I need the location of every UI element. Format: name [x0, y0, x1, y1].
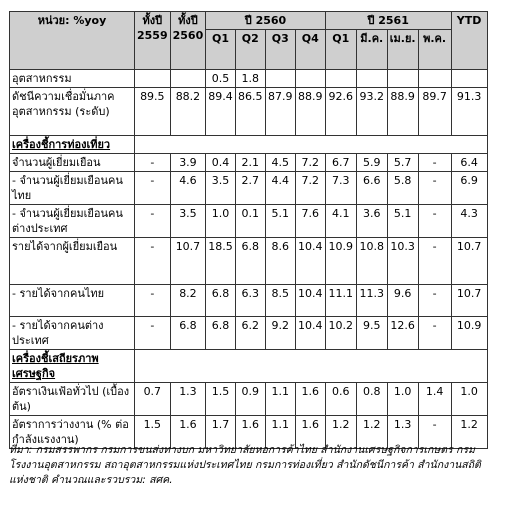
data-cell: 18.5 [206, 238, 236, 285]
data-cell: 89.7 [418, 88, 451, 136]
data-cell: 6.7 [325, 154, 356, 172]
data-cell: 1.5 [135, 416, 171, 449]
data-cell [170, 70, 206, 88]
ytd-cell: 4.3 [451, 205, 487, 238]
data-cell: - [135, 285, 171, 317]
table-row [10, 238, 488, 285]
data-cell: 6.8 [235, 238, 265, 285]
data-cell: 4.1 [325, 205, 356, 238]
data-cell [356, 70, 387, 88]
ytd-cell: 1.0 [451, 383, 487, 416]
data-cell: 10.3 [387, 238, 418, 285]
data-cell: 10.2 [325, 317, 356, 350]
economic-indicators-table [9, 11, 488, 449]
data-cell: 12.6 [387, 317, 418, 350]
data-cell: 86.5 [235, 88, 265, 136]
data-cell: 4.6 [170, 172, 206, 205]
quarter-header: Q2 [235, 30, 265, 70]
ytd-cell: 10.7 [451, 238, 487, 285]
data-cell: 10.4 [295, 238, 325, 285]
data-cell: 6.3 [235, 285, 265, 317]
data-cell: 0.1 [235, 205, 265, 238]
data-cell: 0.6 [325, 383, 356, 416]
data-cell: 10.4 [295, 285, 325, 317]
data-cell: 6.8 [170, 317, 206, 350]
data-cell: 0.8 [356, 383, 387, 416]
data-cell: 3.6 [356, 205, 387, 238]
data-cell: 1.6 [295, 383, 325, 416]
data-cell: 1.1 [265, 383, 295, 416]
data-cell: 10.4 [295, 317, 325, 350]
data-cell: 1.0 [387, 383, 418, 416]
year-header-2561: ปี 2561 [325, 12, 451, 30]
data-cell: 7.3 [325, 172, 356, 205]
period-header: เม.ย. [387, 30, 418, 70]
data-cell: 89.4 [206, 88, 236, 136]
data-cell: 1.0 [206, 205, 236, 238]
table-row [10, 154, 488, 172]
data-cell: 1.2 [325, 416, 356, 449]
data-cell: - [418, 205, 451, 238]
data-cell: 5.1 [265, 205, 295, 238]
quarter-header: Q3 [265, 30, 295, 70]
data-cell: 93.2 [356, 88, 387, 136]
data-cell: 11.1 [325, 285, 356, 317]
data-cell: 3.5 [170, 205, 206, 238]
row-label: - รายได้จากคนไทย [10, 285, 135, 317]
data-cell: 8.6 [265, 238, 295, 285]
data-cell: 6.8 [206, 285, 236, 317]
data-cell: 6.6 [356, 172, 387, 205]
section-spacer [135, 136, 488, 154]
source-footnote: ที่มา: กรมสรรพากร กรมการขนส่งทางบก มหาวิทยาลัยหอการค้าไทย สำนักงานเศรษฐกิจการเกษตร กรมโรงงานอุตสาหกรรม สถาอุตสาหกรรมแห่งประเทศไทย กรมการท่องเที่ยว สำนักดัชนีการค้า สำนักงานสถิติแห่งชาติ คำนวณและรวบรวม: สศค. [9, 444, 481, 486]
data-cell: 1.3 [387, 416, 418, 449]
ytd-cell [451, 70, 487, 88]
data-cell: 8.5 [265, 285, 295, 317]
annual-header-2559: ทั้งปี 2559 [135, 12, 171, 70]
data-cell [325, 70, 356, 88]
data-cell: 1.7 [206, 416, 236, 449]
section-spacer [135, 350, 488, 383]
data-cell: 89.5 [135, 88, 171, 136]
row-label: รายได้จากผู้เยี่ยมเยือน [10, 238, 135, 285]
data-cell: 0.9 [235, 383, 265, 416]
data-cell: 9.2 [265, 317, 295, 350]
data-cell: 5.7 [387, 154, 418, 172]
data-cell: 1.6 [170, 416, 206, 449]
data-cell: 7.2 [295, 154, 325, 172]
data-cell: - [418, 285, 451, 317]
section-row [10, 136, 488, 154]
data-cell: 9.6 [387, 285, 418, 317]
annual-header-2560: ทั้งปี 2560 [170, 12, 206, 70]
row-label: ดัชนีความเชื่อมั่นภาคอุตสาหกรรม (ระดับ) [10, 88, 135, 136]
data-cell [265, 70, 295, 88]
data-cell: 0.7 [135, 383, 171, 416]
ytd-cell: 91.3 [451, 88, 487, 136]
table-row [10, 172, 488, 205]
data-cell: 87.9 [265, 88, 295, 136]
data-cell: 1.8 [235, 70, 265, 88]
table-row [10, 317, 488, 350]
data-cell: 3.5 [206, 172, 236, 205]
table-row [10, 285, 488, 317]
data-cell: 6.8 [206, 317, 236, 350]
data-cell: 1.1 [265, 416, 295, 449]
row-label: - จำนวนผู้เยี่ยมเยือนคนต่างประเทศ [10, 205, 135, 238]
data-cell: 0.5 [206, 70, 236, 88]
period-header: มี.ค. [356, 30, 387, 70]
data-cell: 1.3 [170, 383, 206, 416]
data-cell: - [418, 172, 451, 205]
data-cell: 5.8 [387, 172, 418, 205]
row-label: จำนวนผู้เยี่ยมเยือน [10, 154, 135, 172]
data-cell: 10.9 [325, 238, 356, 285]
data-cell: 8.2 [170, 285, 206, 317]
unit-label: หน่วย: %yoy [10, 12, 135, 70]
row-label: อุตสาหกรรม [10, 70, 135, 88]
data-cell: 7.6 [295, 205, 325, 238]
table-row [10, 383, 488, 416]
data-cell: 4.4 [265, 172, 295, 205]
data-cell: - [135, 205, 171, 238]
data-cell: 1.4 [418, 383, 451, 416]
data-cell: 5.9 [356, 154, 387, 172]
ytd-cell: 10.9 [451, 317, 487, 350]
data-cell: 2.7 [235, 172, 265, 205]
data-cell: 92.6 [325, 88, 356, 136]
table-row [10, 70, 488, 88]
ytd-cell: 10.7 [451, 285, 487, 317]
data-cell: 88.9 [387, 88, 418, 136]
data-cell: 1.5 [206, 383, 236, 416]
data-cell [295, 70, 325, 88]
table-row [10, 205, 488, 238]
data-cell: 1.2 [356, 416, 387, 449]
data-cell: - [418, 238, 451, 285]
data-cell: 10.7 [170, 238, 206, 285]
data-cell: - [135, 172, 171, 205]
data-cell: - [418, 317, 451, 350]
period-header: พ.ค. [418, 30, 451, 70]
row-label: - จำนวนผู้เยี่ยมเยือนคนไทย [10, 172, 135, 205]
row-label: อัตราการว่างงาน (% ต่อกำลังแรงงาน) [10, 416, 135, 449]
data-cell: 88.9 [295, 88, 325, 136]
quarter-header: Q1 [206, 30, 236, 70]
data-cell: 4.5 [265, 154, 295, 172]
data-cell: - [135, 154, 171, 172]
data-cell: 11.3 [356, 285, 387, 317]
data-cell [135, 70, 171, 88]
data-cell: 1.6 [235, 416, 265, 449]
year-header-2560: ปี 2560 [206, 12, 326, 30]
ytd-cell: 6.9 [451, 172, 487, 205]
data-cell: 88.2 [170, 88, 206, 136]
row-label: อัตราเงินเฟ้อทั่วไป (เบื้องต้น) [10, 383, 135, 416]
row-label: - รายได้จากคนต่างประเทศ [10, 317, 135, 350]
ytd-header: YTD [451, 12, 487, 70]
section-row [10, 350, 488, 383]
data-cell: 7.2 [295, 172, 325, 205]
data-cell [418, 70, 451, 88]
data-cell [387, 70, 418, 88]
period-header: Q1 [325, 30, 356, 70]
section-heading: เครื่องชี้การท่องเที่ยว [10, 136, 135, 154]
data-cell: 3.9 [170, 154, 206, 172]
data-cell: 0.4 [206, 154, 236, 172]
data-cell: 5.1 [387, 205, 418, 238]
data-cell: 6.2 [235, 317, 265, 350]
data-cell: 10.8 [356, 238, 387, 285]
ytd-cell: 6.4 [451, 154, 487, 172]
data-cell: 9.5 [356, 317, 387, 350]
data-cell: - [418, 154, 451, 172]
data-cell: - [135, 238, 171, 285]
ytd-cell: 1.2 [451, 416, 487, 449]
data-cell: 2.1 [235, 154, 265, 172]
data-cell: 1.6 [295, 416, 325, 449]
data-cell: - [418, 416, 451, 449]
data-cell: - [135, 317, 171, 350]
table-row [10, 88, 488, 136]
quarter-header: Q4 [295, 30, 325, 70]
section-heading: เครื่องชี้เสถียรภาพเศรษฐกิจ [10, 350, 135, 383]
